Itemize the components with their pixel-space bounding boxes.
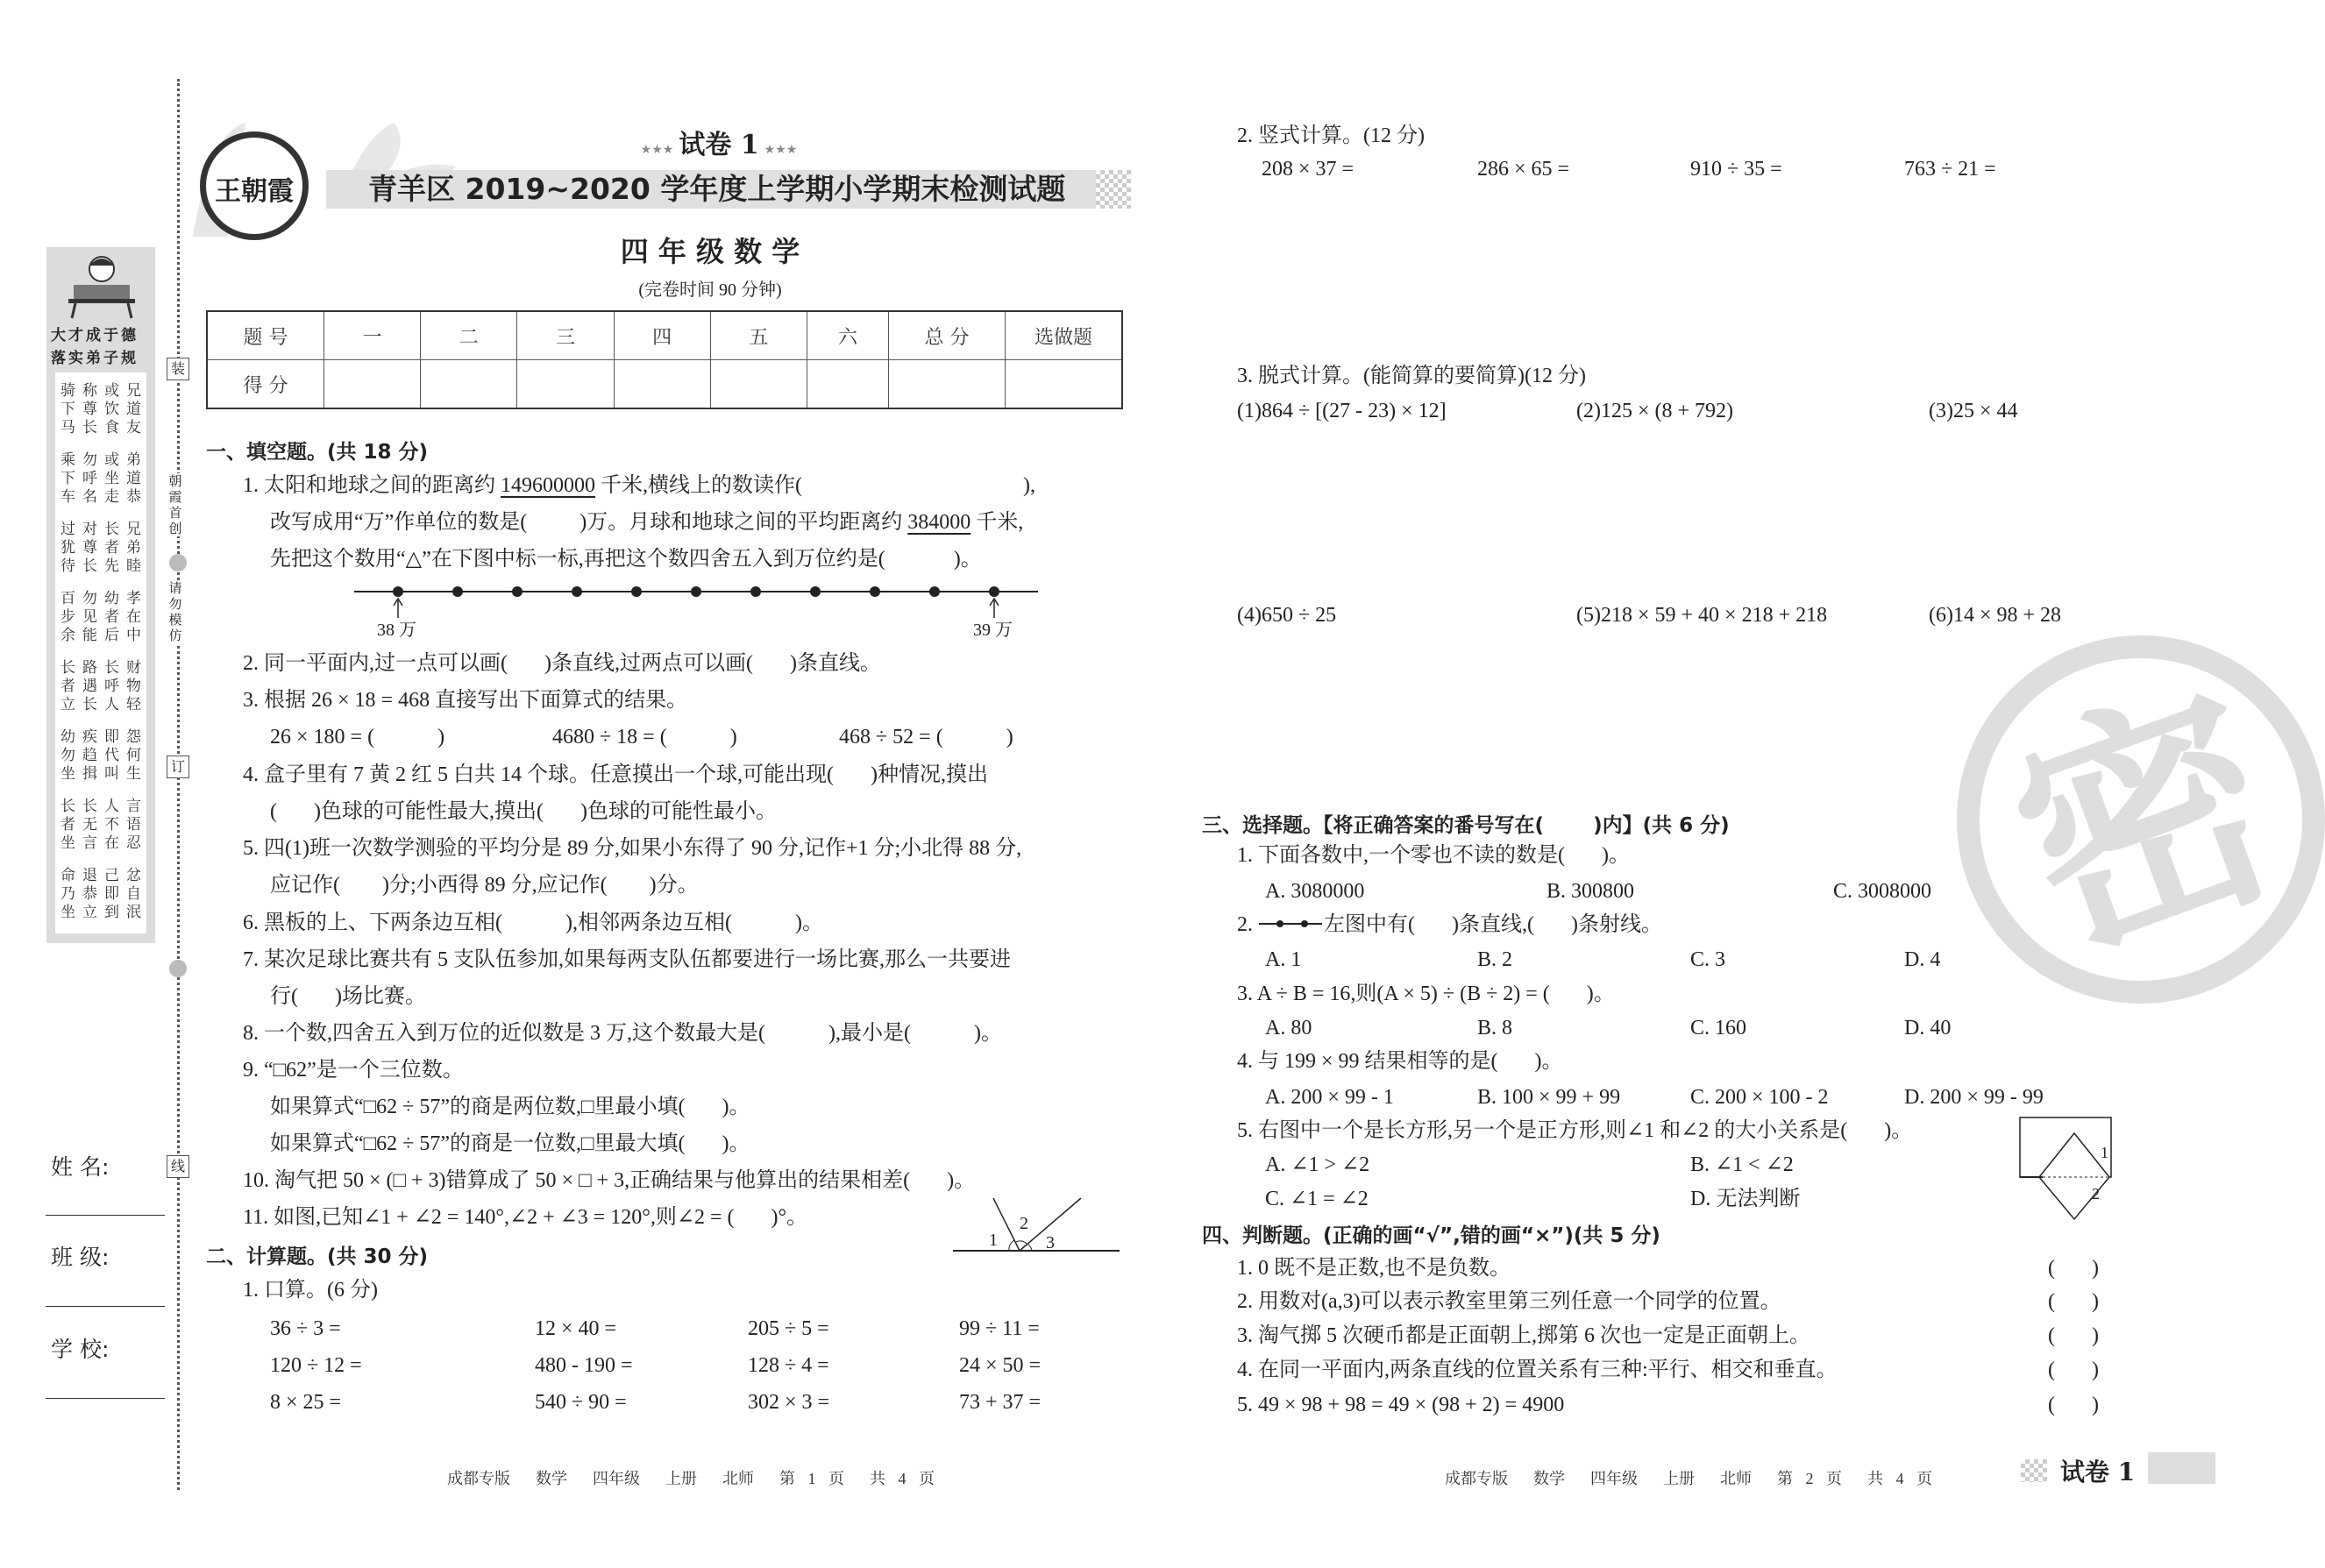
- poem-column: 百步余: [60, 590, 81, 643]
- vertical-calc-item: 208 × 37 =: [1262, 158, 1354, 181]
- question-4-line-2: ( )色球的可能性最大,摸出( )色球的可能性最小。: [270, 800, 777, 823]
- choice-option[interactable]: D. 4: [1904, 948, 1941, 971]
- judgement-item: 5. 49 × 98 + 98 = 49 × (98 + 2) = 4900: [1237, 1394, 1565, 1416]
- vertical-note-original: 朝霞首创: [168, 473, 182, 536]
- stepwise-calc-item: (2)125 × (8 + 792): [1576, 400, 1734, 422]
- question-7-line-2: 行( )场比赛。: [270, 985, 426, 1008]
- name-label: 姓 名:: [51, 1154, 110, 1180]
- poem-column: 勿见能: [82, 590, 103, 643]
- angle-label: 1: [989, 1231, 998, 1250]
- choice-option[interactable]: C. 200 × 100 - 2: [1690, 1086, 1829, 1109]
- answer-parentheses[interactable]: ( ): [2048, 1257, 2099, 1280]
- choice-question-4: 4. 与 199 × 99 结果相等的是( )。: [1237, 1050, 1563, 1073]
- poem-column: 兄道友: [126, 382, 146, 436]
- angle-label: 2: [2092, 1185, 2100, 1203]
- page-footer-right: 成都专版 数学 四年级 上册 北师 第 2 页 共 4 页: [1445, 1470, 1932, 1487]
- watermark-glyph: 密: [1981, 648, 2311, 1002]
- mental-math-item: 73 + 37 =: [959, 1391, 1042, 1414]
- class-field[interactable]: [46, 1306, 165, 1307]
- underlined-number: 384000: [907, 511, 971, 534]
- header-cell: 题 号: [207, 311, 324, 360]
- number-line-tick: [870, 586, 880, 597]
- choice-option[interactable]: A. 3080000: [1265, 880, 1365, 903]
- vertical-calc-item: 286 × 65 =: [1477, 158, 1570, 181]
- number-line-tick: [512, 586, 523, 597]
- line-points-figure: [1259, 915, 1322, 933]
- question-2: 2. 同一平面内,过一点可以画( )条直线,过两点可以画( )条直线。: [243, 652, 881, 675]
- angle-label: 3: [1046, 1233, 1055, 1252]
- mental-math-item: 99 ÷ 11 =: [959, 1317, 1040, 1340]
- question-text: 千米,横线上的数读作( ),: [595, 474, 1035, 497]
- poem-column: 长呼人: [104, 659, 124, 713]
- mental-math-item: 8 × 25 =: [270, 1391, 342, 1414]
- judgement-item: 1. 0 既不是正数,也不是负数。: [1237, 1257, 1511, 1280]
- poem-column: 疾趋揖: [82, 728, 103, 782]
- poem-column: 财物轻: [126, 659, 146, 713]
- dizigui-poem: [55, 372, 146, 933]
- page-footer-left: 成都专版 数学 四年级 上册 北师 第 1 页 共 4 页: [447, 1470, 935, 1487]
- motto-line-1: 大才成于德: [51, 327, 139, 344]
- seal-icon: [169, 554, 187, 571]
- number-line-tick: [452, 586, 463, 597]
- score-table-score-row: [207, 360, 1122, 409]
- header-cell: 选做题: [1006, 311, 1123, 360]
- number-line-tick: [989, 586, 999, 597]
- number-line-start-label: 38 万: [377, 621, 416, 640]
- number-line: [351, 574, 1052, 644]
- question-3-item: 468 ÷ 52 = ( ): [839, 726, 1013, 749]
- judgement-item: 4. 在同一平面内,两条直线的位置关系有三种:平行、相交和垂直。: [1237, 1359, 1838, 1381]
- score-cell[interactable]: [421, 360, 517, 409]
- number-line-tick: [691, 586, 701, 597]
- choice-question-5: 5. 右图中一个是长方形,另一个是正方形,则∠1 和∠2 的大小关系是( )。: [1237, 1119, 1913, 1142]
- answer-parentheses[interactable]: ( ): [2048, 1394, 2099, 1416]
- question-9-a: 如果算式“□62 ÷ 57”的商是两位数,□里最小填( )。: [270, 1096, 750, 1118]
- choice-option[interactable]: D. 无法判断: [1690, 1188, 1801, 1210]
- question-7-line-1: 7. 某次足球比赛共有 5 支队伍参加,如果每两支队伍都要进行一场比赛,那么一共要进: [243, 948, 1011, 971]
- choice-question-3: 3. A ÷ B = 16,则(A × 5) ÷ (B ÷ 2) = ( )。: [1237, 983, 1615, 1005]
- confidential-watermark: [1957, 635, 2325, 1004]
- choice-option[interactable]: B. 2: [1477, 948, 1513, 971]
- choice-option[interactable]: C. 3008000: [1833, 880, 1932, 903]
- stepwise-calc-item: (3)25 × 44: [1929, 400, 2018, 422]
- star-icon: ★★★: [764, 144, 798, 157]
- choice-question-2: 左图中有( )条直线,( )条射线。: [1324, 913, 1662, 936]
- question-3-item: 26 × 180 = ( ): [270, 726, 445, 749]
- choice-option[interactable]: B. 300800: [1546, 880, 1635, 903]
- stepwise-calc-item: (4)650 ÷ 25: [1237, 604, 1337, 627]
- poem-column: 弟道恭: [126, 451, 146, 505]
- poem-column: 忿自泯: [126, 867, 146, 920]
- header-cell: 一: [324, 311, 421, 360]
- paper-label-text: 试卷 1: [679, 130, 759, 160]
- question-5-line-2: 应记作( )分;小西得 89 分,应记作( )分。: [270, 874, 699, 897]
- poem-column: 路遇长: [82, 659, 103, 713]
- choice-option[interactable]: B. 8: [1477, 1017, 1513, 1039]
- number-line-tick: [810, 586, 821, 597]
- mental-math-item: 120 ÷ 12 =: [270, 1354, 362, 1377]
- mental-math-item: 205 ÷ 5 =: [748, 1317, 829, 1340]
- mental-math-item: 540 ÷ 90 =: [535, 1391, 627, 1414]
- choice-option[interactable]: A. 80: [1265, 1017, 1312, 1039]
- question-8: 8. 一个数,四舍五入到万位的近似数是 3 万,这个数最大是( ),最小是( )。: [243, 1022, 1002, 1045]
- poem-column: 己即到: [104, 867, 124, 920]
- section-1-title: 一、填空题。(共 18 分): [206, 441, 429, 464]
- question-text: 改写成用“万”作单位的数是( )万。月球和地球之间的平均距离约: [270, 511, 908, 534]
- poem-column: 孝在中: [126, 590, 146, 643]
- question-9: 9. “□62”是一个三位数。: [243, 1059, 464, 1082]
- stepwise-calc-item: (1)864 ÷ [(27 - 23) × 12]: [1237, 400, 1447, 422]
- choice-option[interactable]: D. 40: [1904, 1017, 1952, 1039]
- question-1-line-3: 先把这个数用“△”在下图中标一标,再把这个数四舍五入到万位约是( )。: [270, 548, 982, 571]
- poem-column: 或饮食: [104, 382, 124, 436]
- question-text: 1. 太阳和地球之间的距离约: [243, 474, 501, 497]
- question-11: 11. 如图,已知∠1 + ∠2 = 140°,∠2 + ∠3 = 120°,则∠2 = ( )°。: [243, 1206, 808, 1229]
- poem-column: 或坐走: [104, 451, 124, 505]
- mental-math-title: 1. 口算。(6 分): [243, 1279, 378, 1302]
- poem-column: 长者坐: [60, 798, 81, 851]
- brand-logo: [200, 131, 309, 240]
- choice-option[interactable]: B. ∠1 < ∠2: [1690, 1153, 1794, 1176]
- score-cell[interactable]: [517, 360, 614, 409]
- corner-gray-tab: [2148, 1452, 2215, 1484]
- question-3: 3. 根据 26 × 18 = 468 直接写出下面算式的结果。: [243, 689, 688, 712]
- binding-mark-zhuang: 装: [167, 358, 189, 380]
- choice-option[interactable]: C. 3: [1690, 948, 1726, 971]
- score-cell[interactable]: [710, 360, 807, 409]
- poem-column: 对尊长: [82, 521, 103, 574]
- mental-math-item: 480 - 190 =: [535, 1354, 633, 1377]
- subject-title: 四 年 级 数 学: [620, 235, 800, 268]
- mental-math-item: 24 × 50 =: [959, 1354, 1042, 1377]
- number-line-tick: [750, 586, 761, 597]
- poem-column: 骑下马: [60, 382, 81, 436]
- row-label: 得 分: [207, 360, 324, 409]
- vertical-calc-item: 910 ÷ 35 =: [1690, 158, 1782, 181]
- binding-mark-ding: 订: [167, 756, 189, 778]
- question-9-b: 如果算式“□62 ÷ 57”的商是一位数,□里最大填( )。: [270, 1132, 750, 1155]
- vertical-note-no-copy: 请勿模仿: [168, 580, 182, 643]
- poem-column: 兄弟睦: [126, 521, 146, 574]
- banner-checker-decoration: [1096, 170, 1131, 209]
- header-cell: 三: [517, 311, 614, 360]
- question-1-line-2: [270, 509, 1023, 536]
- corner-decoration: [2021, 1459, 2047, 1482]
- score-table: [206, 310, 1123, 409]
- score-table-header-row: [207, 311, 1122, 360]
- question-text: 千米,: [971, 511, 1024, 534]
- question-6: 6. 黑板的上、下两条边互相( ),相邻两条边互相( )。: [243, 912, 823, 934]
- number-line-tick: [393, 586, 403, 597]
- choice-option[interactable]: A. ∠1 > ∠2: [1265, 1153, 1370, 1176]
- choice-question-1: 1. 下面各数中,一个零也不读的数是( )。: [1237, 844, 1630, 867]
- school-label: 学 校:: [51, 1337, 110, 1362]
- score-cell[interactable]: [614, 360, 710, 409]
- number-line-tick: [572, 586, 582, 597]
- poem-column: 长无言: [82, 798, 103, 851]
- answer-parentheses[interactable]: ( ): [2048, 1359, 2099, 1381]
- binding-mark-xian: 线: [167, 1155, 189, 1178]
- underlined-number: 149600000: [501, 474, 595, 497]
- binding-dotted-line: [177, 79, 180, 1490]
- question-10: 10. 淘气把 50 × (□ + 3)错算成了 50 × □ + 3,正确结果与他算出的结果相差( )。: [243, 1169, 976, 1192]
- poem-column: 过犹待: [60, 521, 81, 574]
- poem-column: 退恭立: [82, 867, 103, 920]
- name-field[interactable]: [46, 1215, 165, 1216]
- section-2-title: 二、计算题。(共 30 分): [206, 1245, 429, 1268]
- judgement-item: 3. 淘气掷 5 次硬币都是正面朝上,掷第 6 次也一定是正面朝上。: [1237, 1324, 1810, 1347]
- seal-icon: [169, 960, 187, 977]
- header-cell: 六: [807, 311, 889, 360]
- question-3-item: 4680 ÷ 18 = ( ): [552, 726, 737, 749]
- number-line-tick: [631, 586, 642, 597]
- question-4-line-1: 4. 盒子里有 7 黄 2 红 5 白共 14 个球。任意摸出一个球,可能出现( )种情况,摸出: [243, 763, 988, 786]
- choice-option[interactable]: C. 160: [1690, 1017, 1747, 1039]
- poem-column: 怨何生: [126, 728, 146, 782]
- header-cell: 四: [614, 311, 710, 360]
- vertical-calc-title: 2. 竖式计算。(12 分): [1237, 124, 1425, 147]
- motto-line-2: 落实弟子规: [51, 350, 139, 367]
- poem-column: 乘下车: [60, 451, 81, 505]
- question-5-line-1: 5. 四(1)班一次数学测验的平均分是 89 分,如果小东得了 90 分,记作+1 分;小北得 88 分,: [243, 837, 1022, 860]
- poem-column: 勿呼名: [82, 451, 103, 505]
- paper-label: [596, 128, 842, 163]
- number-line-end-label: 39 万: [973, 621, 1013, 640]
- brand-logo-text: 王朝霞: [215, 176, 294, 207]
- mental-math-item: 12 × 40 =: [535, 1317, 617, 1340]
- header-cell: 五: [710, 311, 807, 360]
- poem-column: 幼勿坐: [60, 728, 81, 782]
- stepwise-calc-title: 3. 脱式计算。(能简算的要简算)(12 分): [1237, 365, 1586, 387]
- header-cell: 二: [421, 311, 517, 360]
- judgement-item: 2. 用数对(a,3)可以表示教室里第三列任意一个同学的位置。: [1237, 1290, 1781, 1313]
- choice-option[interactable]: B. 100 × 99 + 99: [1477, 1086, 1621, 1109]
- score-cell[interactable]: [324, 360, 421, 409]
- choice-option[interactable]: D. 200 × 99 - 99: [1904, 1086, 2044, 1109]
- score-cell[interactable]: [889, 360, 1006, 409]
- question-1-line-1: [243, 472, 1035, 499]
- choice-option[interactable]: A. 1: [1265, 948, 1302, 971]
- score-cell[interactable]: [1006, 360, 1123, 409]
- star-icon: ★★★: [640, 144, 674, 157]
- corner-paper-label: 试卷 1: [2060, 1458, 2136, 1486]
- exam-duration: (完卷时间 90 分钟): [638, 280, 782, 300]
- stepwise-calc-item: (5)218 × 59 + 40 × 218 + 218: [1576, 604, 1828, 627]
- mental-math-item: 302 × 3 =: [748, 1391, 830, 1414]
- score-cell[interactable]: [807, 360, 889, 409]
- poem-column: 长者先: [104, 521, 124, 574]
- header-cell: 总 分: [889, 311, 1006, 360]
- poem-column: 幼者后: [104, 590, 124, 643]
- poem-column: 称尊长: [82, 382, 103, 436]
- angle-label: 1: [2101, 1144, 2108, 1161]
- angle-label: 2: [1020, 1214, 1028, 1233]
- class-label: 班 级:: [51, 1245, 110, 1270]
- poem-column: 命乃坐: [60, 867, 81, 920]
- school-field[interactable]: [46, 1398, 165, 1399]
- number-line-tick: [929, 586, 940, 597]
- vertical-calc-item: 763 ÷ 21 =: [1904, 158, 1996, 181]
- angle-figure: [951, 1196, 1122, 1258]
- choice-question-2-number: 2.: [1237, 913, 1253, 936]
- poem-column: 人不在: [104, 798, 124, 851]
- mental-math-item: 128 ÷ 4 =: [748, 1354, 829, 1377]
- exam-title: 青羊区 2019~2020 学年度上学期小学期末检测试题: [368, 172, 1066, 206]
- section-3-title: 三、选择题。【将正确答案的番号写在( )内】(共 6 分): [1202, 814, 1730, 837]
- mental-math-item: 36 ÷ 3 =: [270, 1317, 341, 1340]
- section-4-title: 四、判断题。(正确的画“√”,错的画“×”)(共 5 分): [1202, 1224, 1660, 1247]
- poem-column: 言语忍: [126, 798, 146, 851]
- student-reading-illustration: [61, 250, 142, 320]
- choice-option[interactable]: C. ∠1 = ∠2: [1265, 1188, 1369, 1210]
- poem-column: 即代叫: [104, 728, 124, 782]
- choice-option[interactable]: A. 200 × 99 - 1: [1265, 1086, 1394, 1109]
- answer-parentheses[interactable]: ( ): [2048, 1290, 2099, 1313]
- answer-parentheses[interactable]: ( ): [2048, 1324, 2099, 1347]
- stepwise-calc-item: (6)14 × 98 + 28: [1929, 604, 2062, 627]
- poem-column: 长者立: [60, 659, 81, 713]
